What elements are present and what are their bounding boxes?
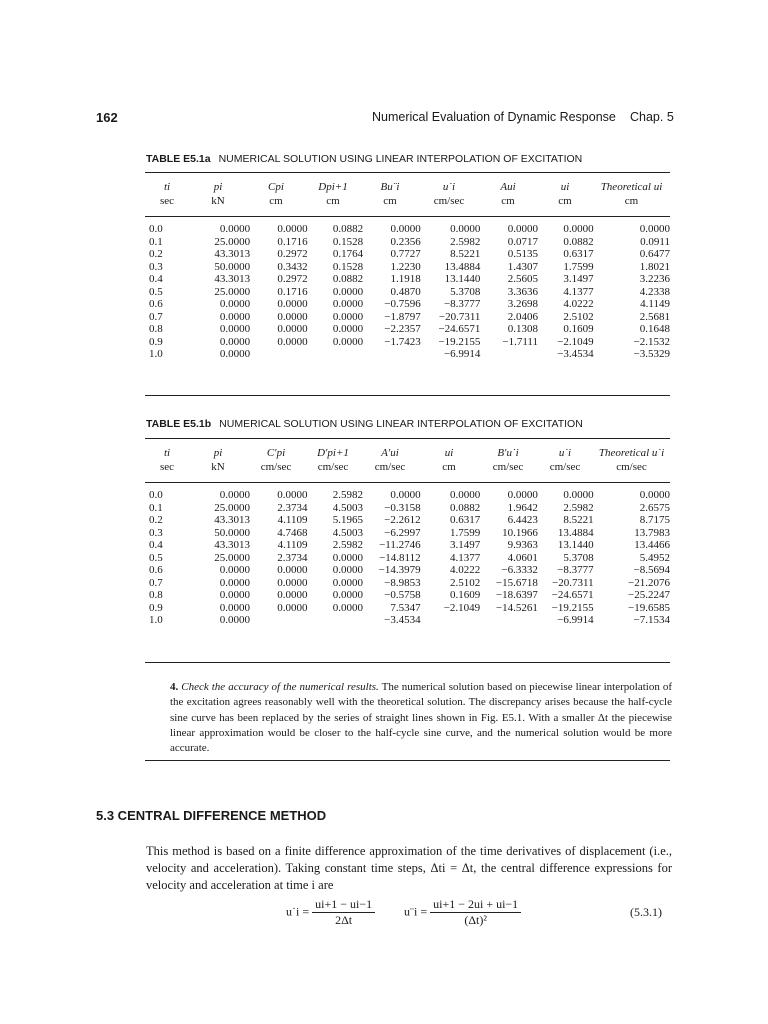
table-cell: 3.1497	[449, 539, 481, 551]
table-cell: −14.5261	[495, 601, 538, 614]
table-cell: −14.8112	[379, 551, 421, 564]
table-cell: 0.0000	[219, 310, 251, 323]
table-cell: 0.2972	[277, 248, 308, 260]
table-b-col-header-4: A′ui	[381, 447, 399, 459]
table-cell: 2.5681	[639, 310, 670, 323]
table-a-col-header-1: pi	[213, 181, 223, 193]
table-row	[145, 348, 670, 361]
table-cell: 0.0000	[332, 601, 363, 614]
table-cell: 0.6	[149, 564, 163, 576]
table-a-top-rule	[145, 172, 670, 173]
table-cell: 4.1149	[640, 298, 670, 310]
table-cell: 0.0000	[449, 489, 481, 501]
acceleration-equation	[404, 897, 521, 928]
table-cell: 0.0911	[640, 235, 670, 248]
table-b-col-unit-4: cm/sec	[374, 461, 406, 473]
table-cell: 0.1308	[507, 323, 538, 335]
table-a-caption	[146, 153, 582, 165]
table-cell: −20.7311	[552, 576, 594, 589]
table-row	[145, 336, 670, 349]
table-cell: −0.3158	[384, 501, 421, 514]
table-cell: −15.6718	[495, 576, 538, 589]
table-cell: 0.6477	[639, 248, 670, 260]
table-cell: 25.0000	[214, 501, 250, 514]
table-row	[145, 248, 670, 261]
table-b-caption	[146, 418, 583, 430]
table-cell	[363, 348, 421, 361]
table-row	[145, 286, 670, 299]
table-cell: −25.2247	[628, 589, 670, 601]
table-a-col-header-7: ui	[560, 181, 570, 193]
table-cell: 0.0	[149, 489, 163, 501]
table-cell: 0.0000	[219, 223, 251, 235]
table-a-col-unit-3: cm	[326, 195, 340, 207]
table-a-col-header-5: u˙i	[442, 181, 456, 193]
table-b-col-header-0: ti	[163, 447, 171, 459]
table-cell: 0.0000	[219, 589, 250, 601]
table-cell: 0.0000	[332, 551, 363, 564]
table-cell: −2.2612	[384, 514, 421, 526]
table-cell: 50.0000	[214, 260, 251, 273]
table-cell: 0.0000	[563, 489, 594, 501]
table-cell: 2.0406	[507, 310, 538, 323]
table-cell: −2.1049	[557, 335, 594, 348]
table-cell: 0.2	[149, 514, 163, 526]
table-b-col-unit-2: cm/sec	[260, 461, 292, 473]
table-cell: 0.1716	[277, 285, 308, 298]
table-cell: 7.5347	[390, 601, 421, 614]
table-a-col-unit-1: kN	[211, 195, 225, 207]
table-cell: 0.0000	[332, 310, 364, 323]
table-cell: 1.0	[149, 614, 163, 626]
table-cell: 2.5102	[563, 310, 594, 323]
table-a-body	[145, 223, 670, 361]
table-cell: 13.7983	[634, 526, 670, 539]
table-cell: −8.5694	[633, 564, 670, 576]
table-cell: 3.3636	[507, 285, 538, 298]
table-cell: 1.0	[149, 348, 163, 360]
table-cell: 0.4	[149, 539, 163, 551]
table-cell: −11.2746	[379, 539, 421, 551]
table-row	[145, 502, 670, 515]
table-cell: 0.0000	[277, 564, 308, 576]
table-cell: 0.1	[149, 235, 163, 248]
table-row	[145, 223, 670, 236]
velocity-denominator: 2Δt	[335, 913, 353, 927]
table-cell: 0.0	[149, 223, 163, 235]
table-cell: −14.3979	[378, 564, 421, 576]
table-b-top-rule	[145, 438, 670, 439]
velocity-equation	[286, 897, 375, 928]
table-cell: 0.1764	[332, 248, 364, 260]
table-row	[145, 273, 670, 286]
table-row	[145, 323, 670, 336]
chapter-label: Chap. 5	[630, 110, 674, 124]
table-cell: 43.3013	[214, 539, 250, 551]
table-cell: 0.1528	[332, 235, 364, 248]
table-row	[145, 236, 670, 249]
table-a-col-unit-5: cm/sec	[433, 195, 465, 207]
table-b-symbol-row	[145, 446, 670, 460]
table-cell: 2.6575	[639, 501, 670, 514]
table-b-col-unit-1: kN	[211, 461, 225, 473]
table-cell: 0.0000	[507, 223, 538, 235]
table-cell: 4.1109	[277, 514, 308, 526]
table-cell: 9.9363	[507, 539, 538, 551]
table-b-col-unit-7: cm/sec	[549, 461, 581, 473]
table-row	[145, 589, 670, 602]
acceleration-fraction	[430, 897, 521, 928]
table-b-col-unit-6: cm/sec	[492, 461, 524, 473]
table-cell: −3.4534	[557, 348, 594, 360]
table-cell: 5.4952	[639, 551, 670, 564]
velocity-lhs: u˙i =	[286, 904, 310, 919]
table-cell: 0.0000	[332, 335, 364, 348]
table-b-col-header-3: D′pi+1	[317, 447, 349, 459]
table-cell: 0.0882	[563, 235, 594, 248]
table-cell: 2.5982	[332, 539, 363, 551]
table-cell: 13.4884	[557, 526, 594, 539]
table-a-label: TABLE E5.1a	[146, 153, 211, 165]
table-cell: 43.3013	[214, 248, 251, 260]
table-cell: 0.0000	[219, 614, 250, 626]
table-cell: 0.0000	[277, 589, 308, 601]
table-cell: −8.9853	[384, 576, 421, 589]
table-cell: 0.0000	[219, 489, 250, 501]
table-row	[145, 311, 670, 324]
table-cell: 0.1	[149, 501, 163, 514]
table-cell: 5.3708	[450, 285, 481, 298]
table-cell: −18.6397	[495, 589, 538, 601]
table-cell: 3.2698	[507, 298, 538, 310]
table-cell: 13.1440	[444, 273, 481, 285]
table-cell: 4.0222	[563, 298, 594, 310]
table-cell: 1.9642	[507, 501, 538, 514]
table-row	[145, 539, 670, 552]
running-title: Numerical Evaluation of Dynamic Response	[372, 110, 616, 124]
table-cell: −3.4534	[384, 614, 421, 626]
table-cell: 0.0000	[277, 298, 308, 310]
table-cell: 0.4	[149, 273, 163, 285]
table-cell: 8.5221	[450, 248, 481, 260]
table-b-title: NUMERICAL SOLUTION USING LINEAR INTERPOLATION OF EXCITATION	[219, 418, 583, 430]
table-cell	[421, 614, 481, 627]
table-cell: 0.0000	[450, 223, 481, 235]
table-cell: 3.1497	[563, 273, 594, 285]
table-b-col-unit-3: cm/sec	[317, 461, 349, 473]
table-cell: 4.5003	[332, 501, 363, 514]
table-cell: −19.2155	[551, 601, 594, 614]
table-cell: 0.0000	[277, 335, 308, 348]
table-cell: 0.0000	[563, 223, 594, 235]
table-cell: −1.7423	[384, 335, 421, 348]
table-cell: 13.1440	[557, 539, 594, 551]
table-b-col-unit-0: sec	[159, 461, 175, 473]
table-cell: −6.9914	[557, 614, 594, 626]
table-cell: 4.7468	[277, 526, 308, 539]
table-cell: 43.3013	[214, 273, 251, 285]
table-cell: 0.6317	[449, 514, 481, 526]
table-cell: 0.0000	[219, 323, 251, 335]
table-cell: 1.7599	[449, 526, 481, 539]
table-cell: 0.8	[149, 323, 163, 335]
table-cell: 0.0000	[639, 489, 670, 501]
table-cell: 0.1609	[449, 589, 481, 601]
table-cell: 0.6317	[563, 248, 594, 260]
acceleration-denominator: (Δt)²	[464, 913, 487, 927]
table-cell: 2.5605	[507, 273, 538, 285]
table-cell: 0.2972	[277, 273, 308, 285]
table-cell: 0.0882	[332, 273, 364, 285]
table-cell: 0.0000	[332, 298, 364, 310]
table-cell: 0.0717	[507, 235, 538, 248]
table-cell: 0.0000	[507, 489, 538, 501]
table-cell: 0.0000	[277, 323, 308, 335]
table-cell: 0.1648	[639, 323, 670, 335]
table-cell: 6.4423	[507, 514, 538, 526]
table-b-col-header-2: C′pi	[266, 447, 286, 459]
table-cell: 3.2236	[639, 273, 670, 285]
table-cell: 0.5135	[507, 248, 538, 260]
table-b-col-header-7: u˙i	[558, 447, 572, 459]
table-b-col-header-5: ui	[444, 447, 454, 459]
table-cell: 0.0000	[219, 601, 250, 614]
note-text: The numerical solution based on piecewise linear interpolation of the excitation agrees reasonably well with the theoretical solution. The discrepancy arises because the half-cycle sine curve has been replaced by the series of straight lines shown in Fig. E5.1. With a smaller Δt the piecewise linear approximation would be closer to the half-cycle sine curve, and the numerical solution would be more accurate.	[170, 681, 672, 755]
table-a-col-header-3: Dpi+1	[318, 181, 348, 193]
table-cell: 1.8021	[639, 260, 670, 273]
table-cell: −6.2997	[384, 526, 421, 539]
table-cell: 2.3734	[277, 551, 308, 564]
table-cell: 0.0000	[332, 564, 363, 576]
table-cell: 0.7727	[390, 248, 421, 260]
table-cell: 0.0000	[219, 348, 251, 360]
table-a-col-unit-4: cm	[383, 195, 397, 207]
table-cell: −19.6585	[628, 601, 670, 614]
table-b-body	[145, 489, 670, 627]
table-cell	[307, 614, 363, 627]
table-cell: 5.3708	[563, 551, 594, 564]
table-cell: −0.7596	[384, 298, 421, 310]
table-b-col-unit-8: cm/sec	[616, 461, 647, 473]
table-b-col-header-1: pi	[213, 447, 223, 459]
velocity-fraction	[312, 897, 375, 928]
table-a-col-unit-0: sec	[159, 195, 175, 207]
table-a-header-rule	[145, 216, 670, 217]
table-row	[145, 564, 670, 577]
table-cell: 2.5102	[449, 576, 481, 589]
table-cell: −8.3777	[443, 298, 481, 310]
table-cell: 4.1377	[563, 285, 594, 298]
table-cell: −3.5329	[633, 348, 670, 360]
note-number: 4.	[170, 681, 179, 693]
table-cell: 0.7	[149, 576, 163, 589]
table-cell: −1.8797	[384, 310, 421, 323]
table-cell: 4.0601	[507, 551, 538, 564]
table-cell: 0.0000	[332, 323, 364, 335]
table-a-bottom-rule	[145, 395, 670, 396]
table-b-header	[145, 446, 670, 474]
table-cell: −7.1534	[633, 614, 670, 626]
table-cell: 0.0000	[332, 285, 364, 298]
table-cell: −0.5758	[384, 589, 421, 601]
table-a-col-unit-7: cm	[558, 195, 572, 207]
table-row	[145, 552, 670, 565]
table-cell: −8.3777	[557, 564, 594, 576]
table-cell: 0.0882	[449, 501, 481, 514]
table-b-col-unit-5: cm	[442, 461, 456, 473]
table-cell: −1.7111	[502, 335, 538, 348]
table-a-title: NUMERICAL SOLUTION USING LINEAR INTERPOLATION OF EXCITATION	[218, 153, 583, 165]
table-cell: 0.3	[149, 260, 163, 273]
table-cell: 0.0000	[219, 576, 250, 589]
table-cell: −19.2155	[438, 335, 481, 348]
table-a-units-row	[145, 194, 670, 208]
table-cell: 0.0000	[219, 335, 251, 348]
table-a-col-unit-6: cm	[501, 195, 515, 207]
table-cell: 5.1965	[332, 514, 363, 526]
table-b-units-row	[145, 460, 670, 474]
table-cell: 0.3432	[277, 260, 308, 273]
table-cell: 0.0000	[277, 489, 308, 501]
table-cell: −21.2076	[628, 576, 670, 589]
note-bottom-rule	[145, 760, 670, 761]
table-cell: 0.0000	[277, 310, 308, 323]
table-cell: 0.0000	[277, 223, 308, 235]
table-cell	[250, 348, 308, 361]
table-a-header	[145, 180, 670, 208]
table-cell: 0.1609	[563, 323, 594, 335]
table-cell: 4.1377	[449, 551, 481, 564]
table-cell: 0.0000	[639, 223, 670, 235]
table-cell: 1.1918	[390, 273, 421, 285]
table-a-col-header-8: Theoretical ui	[600, 181, 663, 193]
table-a-col-header-4: Bu¨i	[380, 181, 400, 193]
table-cell: 0.5	[149, 285, 163, 298]
table-cell: −20.7311	[438, 310, 481, 323]
table-cell: −24.6571	[438, 323, 481, 335]
table-cell	[480, 348, 538, 361]
table-a-col-header-6: Aui	[500, 181, 516, 193]
table-cell: 0.0000	[277, 576, 308, 589]
note-check-accuracy	[170, 680, 672, 756]
table-b-col-header-6: B′u˙i	[497, 447, 519, 459]
table-cell	[480, 614, 538, 627]
table-cell: 1.7599	[563, 260, 594, 273]
table-cell: −6.9914	[443, 348, 481, 360]
table-b-bottom-rule	[145, 662, 670, 663]
table-cell: −6.3332	[501, 564, 538, 576]
acceleration-numerator: ui+1 − 2ui + ui−1	[430, 897, 521, 913]
table-cell: 0.1528	[332, 260, 364, 273]
table-cell: 0.0000	[219, 564, 250, 576]
table-cell: −24.6571	[551, 589, 594, 601]
table-row	[145, 602, 670, 615]
table-cell: 2.5982	[450, 235, 481, 248]
table-cell: 2.3734	[277, 501, 308, 514]
table-cell: 25.0000	[214, 551, 250, 564]
table-cell: 0.2356	[390, 235, 421, 248]
table-cell: 43.3013	[214, 514, 250, 526]
table-cell: 2.5982	[563, 501, 594, 514]
table-cell: 0.9	[149, 601, 163, 614]
table-cell: 0.7	[149, 310, 163, 323]
table-cell: 8.5221	[563, 514, 594, 526]
table-cell: 0.0000	[390, 223, 421, 235]
table-cell: 0.0000	[332, 589, 363, 601]
table-row	[145, 614, 670, 627]
table-cell: 0.9	[149, 335, 163, 348]
table-row	[145, 261, 670, 274]
table-cell: 25.0000	[214, 285, 251, 298]
note-lead: Check the accuracy of the numerical results.	[181, 681, 379, 693]
table-row	[145, 298, 670, 311]
table-cell: 0.1716	[277, 235, 308, 248]
table-cell: −2.2357	[384, 323, 421, 335]
table-a-col-header-0: ti	[163, 181, 171, 193]
table-cell: 50.0000	[214, 526, 250, 539]
table-cell: 0.8	[149, 589, 163, 601]
section-paragraph: This method is based on a finite difference approximation of the time derivatives of displacement (i.e., velocity and acceleration). Taking constant time steps, Δti = Δt, the central difference expressions for velocity and acceleration at time i are	[146, 844, 672, 892]
table-a-symbol-row	[145, 180, 670, 194]
table-cell	[250, 614, 307, 627]
table-cell: 0.2	[149, 248, 163, 260]
velocity-numerator: ui+1 − ui−1	[312, 897, 375, 913]
table-cell	[308, 348, 364, 361]
equation-number: (5.3.1)	[630, 905, 662, 919]
table-cell: 0.3	[149, 526, 163, 539]
table-cell: 4.1109	[277, 539, 308, 551]
table-cell: 0.0000	[332, 576, 363, 589]
table-cell: 4.5003	[332, 526, 363, 539]
table-cell: 0.6	[149, 298, 163, 310]
table-cell: −2.1049	[443, 601, 481, 614]
table-cell: 0.4870	[390, 285, 421, 298]
table-cell: 0.5	[149, 551, 163, 564]
section-heading: 5.3 CENTRAL DIFFERENCE METHOD	[96, 808, 327, 823]
table-a-col-unit-2: cm	[269, 195, 283, 207]
table-b-header-rule	[145, 482, 670, 483]
table-cell: 2.5982	[332, 489, 363, 501]
table-row	[145, 514, 670, 527]
table-cell: 25.0000	[214, 235, 251, 248]
table-a-col-header-2: Cpi	[268, 181, 284, 193]
table-cell: 1.4307	[507, 260, 538, 273]
table-a-col-unit-8: cm	[624, 195, 639, 207]
table-row	[145, 577, 670, 590]
table-cell: 10.1966	[502, 526, 538, 539]
table-cell: 0.0000	[390, 489, 421, 501]
page-number: 162	[96, 110, 118, 125]
table-cell: 4.0222	[449, 564, 481, 576]
table-cell: −2.1532	[633, 335, 670, 348]
table-cell: 13.4466	[634, 539, 670, 551]
table-b-label: TABLE E5.1b	[146, 418, 212, 430]
table-cell: 0.0882	[332, 223, 364, 235]
table-row	[145, 489, 670, 502]
table-cell: 0.0000	[219, 298, 251, 310]
table-cell: 8.7175	[639, 514, 670, 526]
table-cell: 13.4884	[444, 260, 481, 273]
table-b-col-header-8: Theoretical u˙i	[598, 447, 665, 459]
table-cell: 1.2230	[390, 260, 421, 273]
acceleration-lhs: u¨i =	[404, 904, 428, 919]
table-cell: 0.0000	[277, 601, 308, 614]
table-cell: 4.2338	[639, 285, 670, 298]
table-row	[145, 527, 670, 540]
